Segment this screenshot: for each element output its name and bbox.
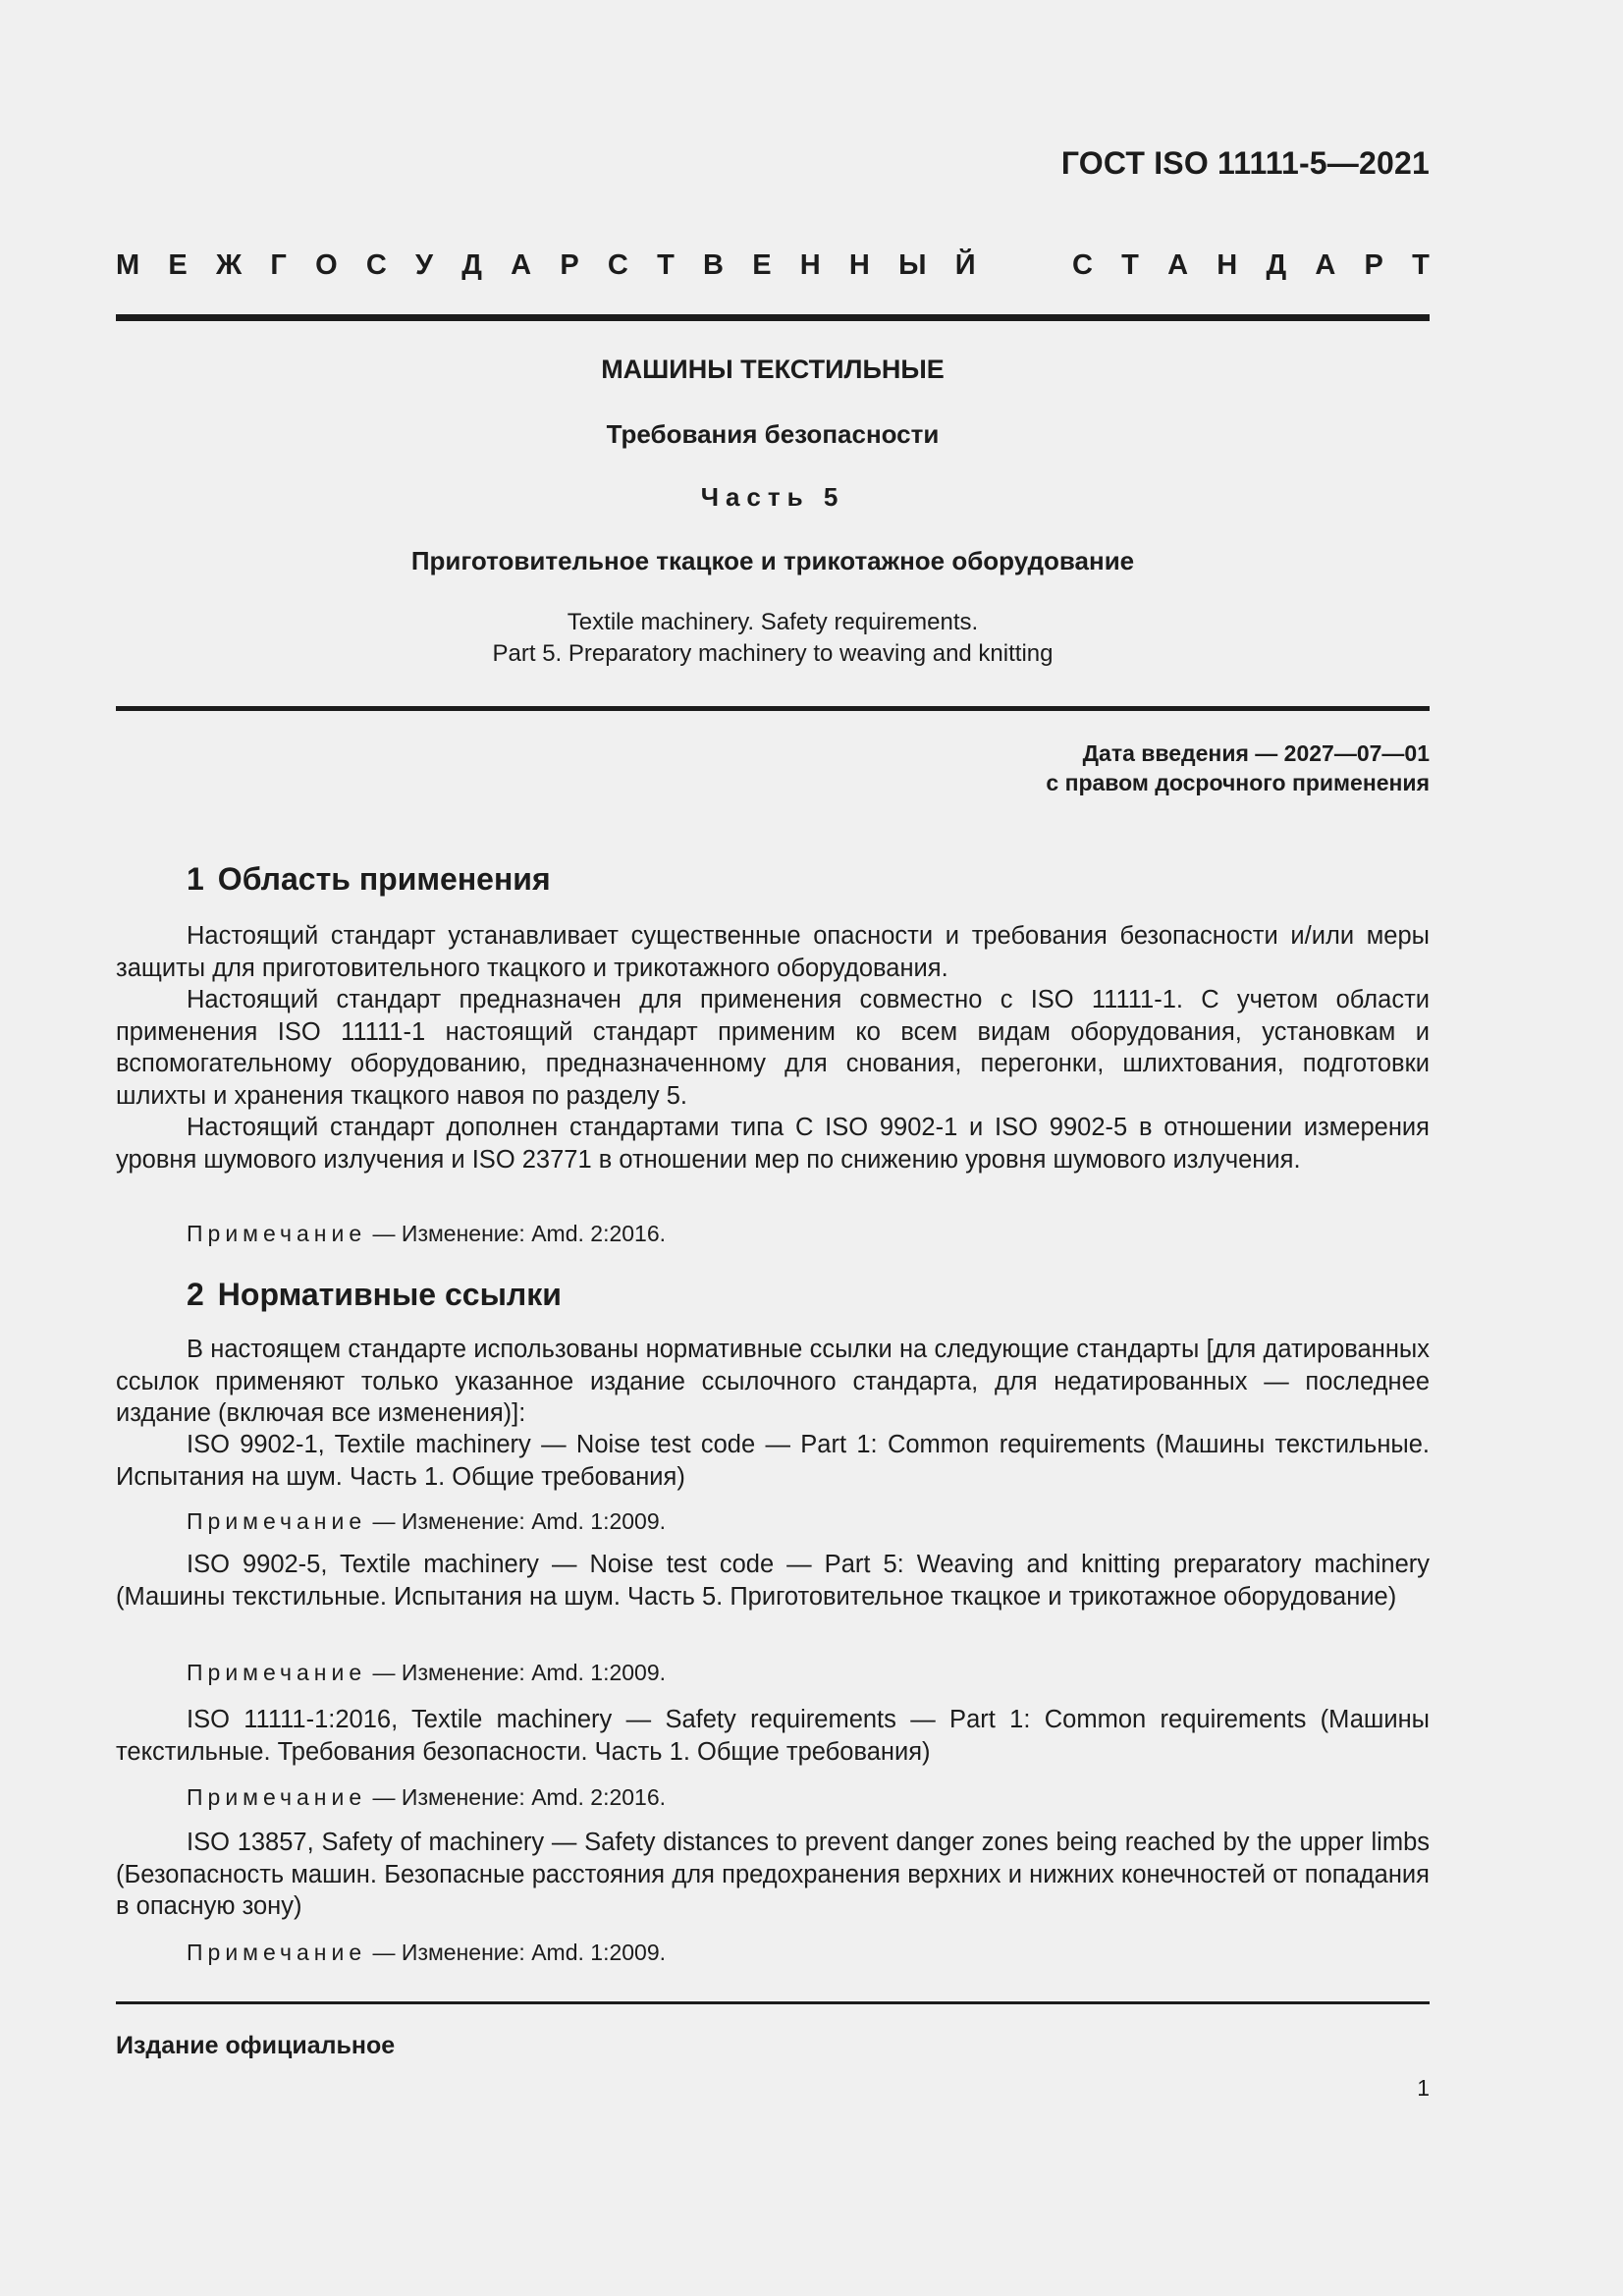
note bbox=[187, 1940, 666, 1966]
banner-letter: Е bbox=[168, 249, 188, 281]
note-label: Примечание bbox=[187, 1508, 367, 1534]
page-number: 1 bbox=[1417, 2075, 1430, 2101]
note-text: — Изменение: Amd. 1:2009. bbox=[366, 1940, 667, 1965]
document-title: МАШИНЫ ТЕКСТИЛЬНЫЕ bbox=[601, 355, 945, 384]
section-number: 2 bbox=[187, 1277, 204, 1312]
banner-letter: Д bbox=[461, 249, 482, 281]
banner-letter: С bbox=[1072, 249, 1093, 281]
reference-entry: ISO 9902-1, Textile machinery — Noise test code — Part 1: Common requirements (Машины текстильные. Испытания на шум. Часть 1. Общие требования) bbox=[116, 1431, 1430, 1491]
official-edition-label: Издание официальное bbox=[116, 2032, 396, 2059]
early-application-note: с правом досрочного применения bbox=[1046, 770, 1430, 795]
english-title bbox=[116, 607, 1430, 670]
banner-word-gap bbox=[1004, 249, 1044, 282]
note-text: — Изменение: Amd. 2:2016. bbox=[366, 1784, 667, 1810]
interstate-standard-banner bbox=[116, 249, 1430, 282]
document-part: Часть 5 bbox=[700, 482, 845, 512]
banner-letter: Н bbox=[799, 249, 821, 281]
banner-letter: В bbox=[703, 249, 724, 281]
banner-letter: Т bbox=[1412, 249, 1430, 281]
paragraph: Настоящий стандарт дополнен стандартами типа С ISO 9902-1 и ISO 9902-5 в отношении измерения уровня шумового излучения и ISO 23771 в отношении мер по снижению уровня шумового излучения. bbox=[116, 1114, 1430, 1174]
section-heading bbox=[187, 861, 551, 898]
note bbox=[187, 1660, 666, 1686]
banner-letter: Т bbox=[657, 249, 675, 281]
banner-letter: А bbox=[1315, 249, 1336, 281]
note-label: Примечание bbox=[187, 1221, 367, 1246]
banner-letter: Ы bbox=[898, 249, 927, 281]
english-title-line: Textile machinery. Safety requirements. bbox=[567, 609, 979, 635]
note-label: Примечание bbox=[187, 1784, 367, 1810]
document-part-title: Приготовительное ткацкое и трикотажное оборудование bbox=[410, 546, 1135, 575]
banner-letter: Р bbox=[560, 249, 579, 281]
paragraph: В настоящем стандарте использованы нормативные ссылки на следующие стандарты [для датированных ссылок применяют только указанное издание ссылочного стандарта, для недатированных — последнее издание (включая все изменения)]: bbox=[116, 1336, 1430, 1427]
note bbox=[187, 1508, 666, 1535]
paragraph: Настоящий стандарт предназначен для применения совместно с ISO 11111-1. С учетом области применения ISO 11111-1 настоящий стандарт применим ко всем видам оборудования, установкам и вспомогательному оборудованию, предназначенному для снования, перегонки, шлихтования, подготовки шлихты и хранения ткацкого навоя по разделу 5. bbox=[116, 986, 1430, 1110]
introduction-date: Дата введения — 2027—07—01 bbox=[1082, 740, 1430, 766]
note-text: — Изменение: Amd. 1:2009. bbox=[366, 1508, 667, 1534]
banner-letter: Р bbox=[1364, 249, 1383, 281]
banner-letter: А bbox=[1167, 249, 1189, 281]
note-text: — Изменение: Amd. 2:2016. bbox=[366, 1221, 667, 1246]
section-heading bbox=[187, 1277, 562, 1313]
banner-letter: Т bbox=[1121, 249, 1139, 281]
note-label: Примечание bbox=[187, 1660, 367, 1685]
banner-letter: Д bbox=[1266, 249, 1287, 281]
section-title: Область применения bbox=[217, 861, 551, 897]
banner-letter: С bbox=[365, 249, 387, 281]
standard-code: ГОСТ ISO 11111-5—2021 bbox=[1060, 145, 1430, 181]
top-thick-divider bbox=[116, 314, 1430, 321]
banner-letter: Е bbox=[752, 249, 772, 281]
section-title: Нормативные ссылки bbox=[217, 1277, 562, 1312]
reference-entry: ISO 11111-1:2016, Textile machinery — Safety requirements — Part 1: Common requirements (Машины текстильные. Требования безопасности. Часть 1. Общие требования) bbox=[116, 1706, 1430, 1766]
note-text: — Изменение: Amd. 1:2009. bbox=[366, 1660, 667, 1685]
title-bottom-divider bbox=[116, 706, 1430, 711]
banner-letter: С bbox=[607, 249, 628, 281]
introduction-date-block bbox=[1046, 738, 1430, 797]
note bbox=[187, 1784, 666, 1811]
reference-entry: ISO 9902-5, Textile machinery — Noise test code — Part 5: Weaving and knitting preparatory machinery (Машины текстильные. Испытания на шум. Часть 5. Приготовительное ткацкое и трикотажное оборудование) bbox=[116, 1551, 1430, 1611]
banner-letter: Н bbox=[1217, 249, 1238, 281]
banner-letter: О bbox=[315, 249, 338, 281]
reference-entry: ISO 13857, Safety of machinery — Safety distances to prevent danger zones being reached by the upper limbs (Безопасность машин. Безопасные расстояния для предохранения верхних и нижних конечностей от попадания в опасную зону) bbox=[116, 1829, 1430, 1920]
note bbox=[187, 1221, 666, 1247]
banner-letter: М bbox=[116, 249, 140, 281]
banner-letter: Н bbox=[848, 249, 870, 281]
banner-letter: Г bbox=[270, 249, 287, 281]
section-number: 1 bbox=[187, 861, 204, 897]
document-subtitle: Требования безопасности bbox=[606, 419, 940, 449]
paragraph: Настоящий стандарт устанавливает существенные опасности и требования безопасности и/или меры защиты для приготовительного ткацкого и трикотажного оборудования. bbox=[116, 922, 1430, 982]
banner-letter: А bbox=[511, 249, 532, 281]
banner-letter: У bbox=[415, 249, 434, 281]
banner-letter: Й bbox=[954, 249, 976, 281]
english-title-line: Part 5. Preparatory machinery to weaving and knitting bbox=[492, 640, 1054, 667]
footer-divider bbox=[116, 2001, 1430, 2004]
note-label: Примечание bbox=[187, 1940, 367, 1965]
banner-letter: Ж bbox=[215, 249, 243, 281]
